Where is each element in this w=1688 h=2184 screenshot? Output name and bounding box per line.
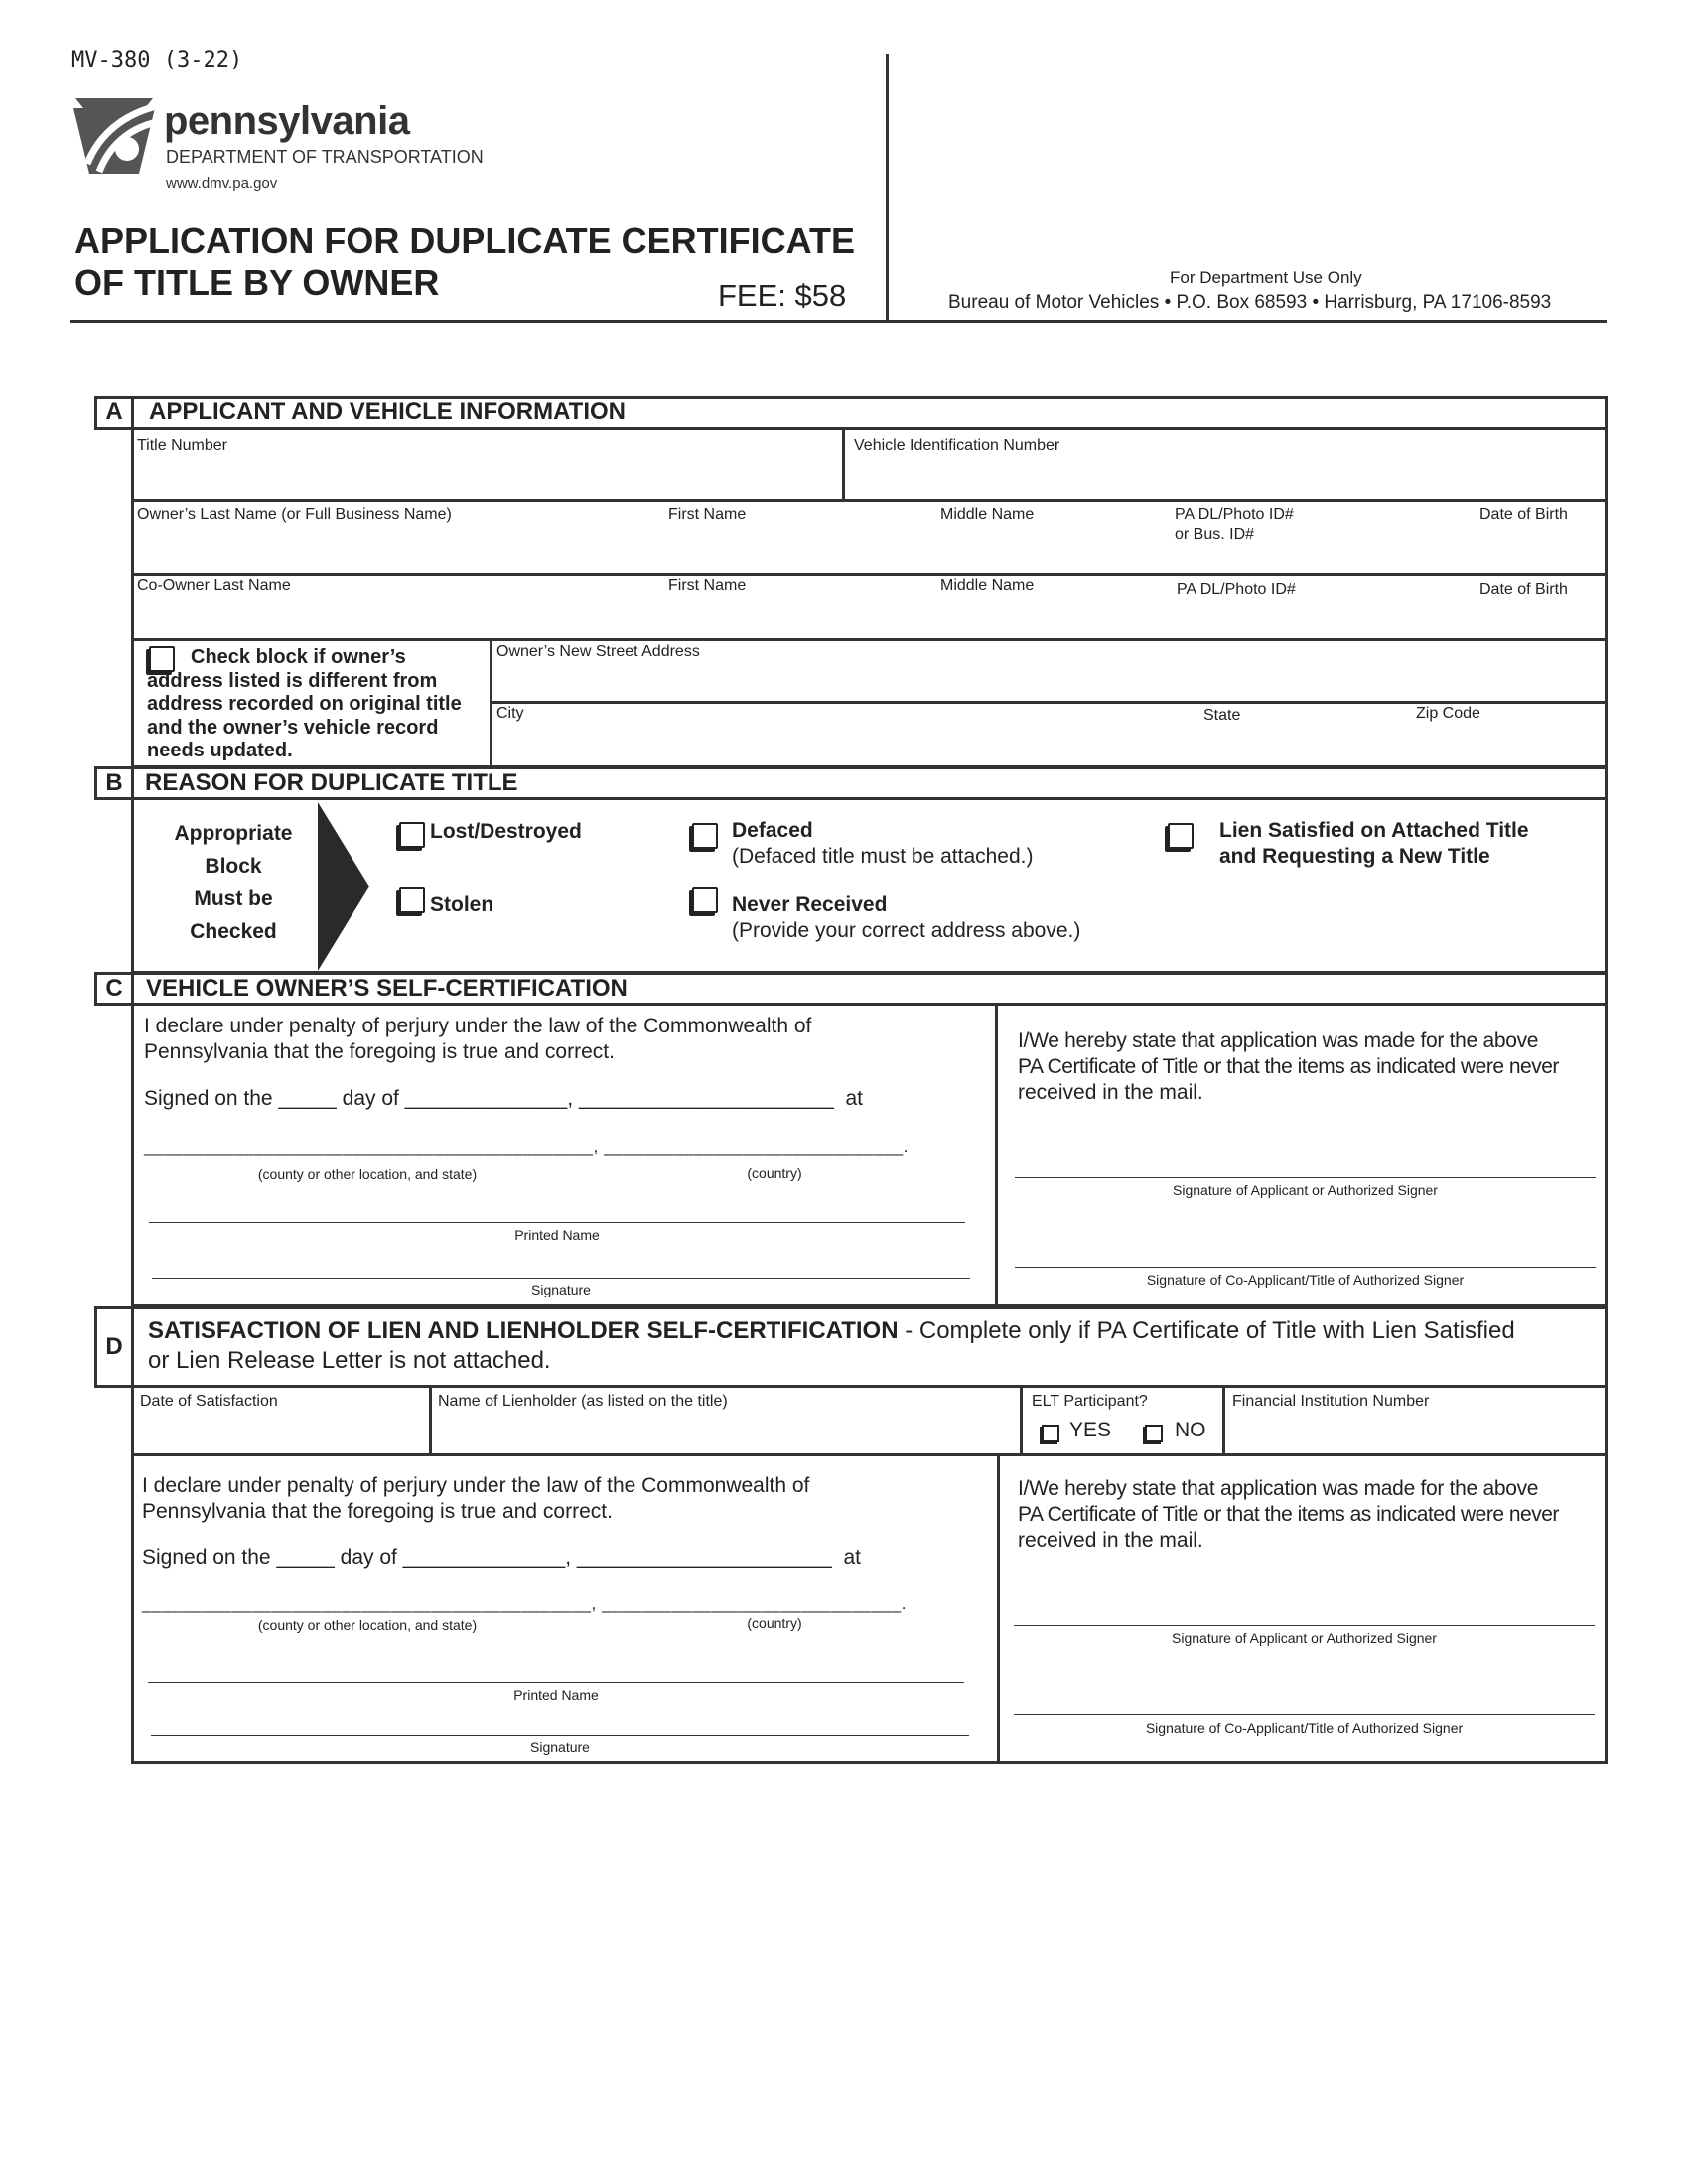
coowner-name-field[interactable] [135, 603, 1603, 636]
instruction-line-2: Block [205, 855, 262, 878]
c-signature-caption: Signature [531, 1282, 591, 1297]
d-applicant-sig-caption: Signature of Applicant or Authorized Signer [1172, 1630, 1437, 1646]
lost-destroyed-label: Lost/Destroyed [430, 820, 582, 843]
form-title-line1: APPLICATION FOR DUPLICATE CERTIFICATE [74, 220, 855, 261]
city-state-zip-field[interactable] [494, 727, 1603, 764]
c-declare-line-2: Pennsylvania that the foregoing is true and correct. [144, 1040, 615, 1063]
c-statement-line-3: received in the mail. [1018, 1081, 1203, 1104]
date-satisfaction-field[interactable] [137, 1415, 423, 1452]
elt-no-checkbox[interactable] [1145, 1425, 1163, 1442]
c-printed-name-line[interactable] [149, 1222, 965, 1223]
d-statement-line-2: PA Certificate of Title or that the items as indicated were never [1018, 1503, 1559, 1526]
coowner-id-label: PA DL/Photo ID# [1177, 581, 1296, 598]
fin-inst-field[interactable] [1229, 1415, 1603, 1452]
owner-name-field[interactable] [135, 536, 1603, 570]
lien-satisfied-label-2: and Requesting a New Title [1219, 845, 1490, 868]
dept-use-only: For Department Use Only [1170, 268, 1362, 287]
section-c-letter: C [105, 975, 123, 1002]
elt-yes-label: YES [1069, 1419, 1112, 1441]
form-number: MV-380 (3-22) [71, 48, 243, 72]
new-street-label: Owner’s New Street Address [496, 643, 700, 660]
dept-address: Bureau of Motor Vehicles • P.O. Box 68593 • Harrisburg, PA 17106-8593 [948, 292, 1552, 313]
d-country-caption: (country) [747, 1615, 802, 1631]
form-title-line2: OF TITLE BY OWNER [74, 262, 440, 303]
d-location-line[interactable]: _____________________________________________, ______________________________. [142, 1594, 908, 1613]
c-coapplicant-sig-line[interactable] [1015, 1267, 1596, 1268]
instruction-line-3: Must be [194, 887, 273, 910]
d-statement-line-1: I/We hereby state that application was made for the above [1018, 1477, 1539, 1500]
section-c-title: VEHICLE OWNER’S SELF-CERTIFICATION [146, 975, 628, 1002]
lienholder-label: Name of Lienholder (as listed on the title) [438, 1393, 728, 1410]
owner-middle-label: Middle Name [940, 506, 1035, 523]
new-street-field[interactable] [494, 665, 1603, 699]
elt-no-label: NO [1175, 1419, 1206, 1441]
never-received-note: (Provide your correct address above.) [732, 919, 1081, 942]
section-d-title-rest: - Complete only if PA Certificate of Title with Lien Satisfied [898, 1317, 1515, 1344]
c-applicant-sig-caption: Signature of Applicant or Authorized Signer [1173, 1182, 1438, 1198]
c-printed-name-caption: Printed Name [514, 1227, 600, 1243]
d-signature-caption: Signature [530, 1739, 590, 1755]
d-signed-on[interactable]: Signed on the _____ day of ______________, ______________________ at [142, 1546, 862, 1569]
d-declare-line-1: I declare under penalty of perjury under the law of the Commonwealth of [142, 1474, 810, 1497]
d-statement-line-3: received in the mail. [1018, 1529, 1203, 1552]
elt-yes-checkbox[interactable] [1042, 1425, 1059, 1442]
d-coapplicant-sig-line[interactable] [1014, 1714, 1595, 1715]
coowner-middle-label: Middle Name [940, 577, 1035, 594]
d-coapplicant-sig-caption: Signature of Co-Applicant/Title of Authorized Signer [1145, 1720, 1464, 1736]
owner-first-label: First Name [668, 506, 747, 523]
d-printed-name-line[interactable] [148, 1682, 964, 1683]
section-a-letter: A [105, 398, 123, 425]
owner-dob-label: Date of Birth [1479, 506, 1568, 523]
header-rule [70, 320, 1607, 323]
section-d-title-line2: or Lien Release Letter is not attached. [148, 1347, 551, 1374]
lienholder-field[interactable] [435, 1415, 1015, 1452]
defaced-label: Defaced [732, 819, 813, 842]
d-declare-line-2: Pennsylvania that the foregoing is true and correct. [142, 1500, 613, 1523]
c-coapplicant-sig-caption: Signature of Co-Applicant/Title of Authorized Signer [1146, 1272, 1465, 1288]
never-received-label: Never Received [732, 893, 888, 916]
c-statement-line-2: PA Certificate of Title or that the items as indicated were never [1018, 1055, 1559, 1078]
coowner-dob-label: Date of Birth [1479, 581, 1568, 598]
penndot-logo [70, 94, 159, 176]
org-state: pennsylvania [164, 99, 410, 143]
c-county-caption: (county or other location, and state) [257, 1166, 478, 1182]
elt-label: ELT Participant? [1032, 1393, 1148, 1410]
vin-field[interactable] [849, 459, 1602, 496]
d-printed-name-caption: Printed Name [513, 1687, 599, 1703]
header-divider [886, 54, 889, 322]
c-signature-line[interactable] [152, 1278, 970, 1279]
coowner-first-label: First Name [668, 577, 747, 594]
owner-last-label: Owner’s Last Name (or Full Business Name) [137, 506, 452, 523]
address-change-text: Check block if owner’s address listed is different from address recorded on original title and the owner’s vehicle record needs updated. [147, 646, 462, 761]
d-applicant-sig-line[interactable] [1014, 1625, 1595, 1626]
c-location-line[interactable]: _____________________________________________, ______________________________. [144, 1137, 910, 1156]
lost-destroyed-checkbox[interactable] [399, 822, 425, 848]
c-country-caption: (country) [747, 1165, 802, 1181]
instruction-line-4: Checked [190, 920, 277, 943]
section-b-letter: B [105, 769, 123, 796]
arrow-icon [318, 802, 369, 976]
org-url: www.dmv.pa.gov [166, 175, 278, 192]
c-declare-line-1: I declare under penalty of perjury under the law of the Commonwealth of [144, 1015, 812, 1037]
defaced-checkbox[interactable] [692, 823, 718, 849]
fee: FEE: $58 [718, 278, 847, 313]
title-number-field[interactable] [135, 459, 836, 496]
section-b-title: REASON FOR DUPLICATE TITLE [145, 769, 518, 796]
c-signed-on[interactable]: Signed on the _____ day of ______________, ______________________ at [144, 1087, 864, 1110]
owner-id-label-2: or Bus. ID# [1175, 526, 1255, 543]
never-received-checkbox[interactable] [692, 887, 718, 913]
section-d-title-bold: SATISFACTION OF LIEN AND LIENHOLDER SELF-CERTIFICATION [148, 1317, 899, 1344]
vin-label: Vehicle Identification Number [854, 437, 1060, 454]
lien-satisfied-label-1: Lien Satisfied on Attached Title [1219, 819, 1529, 842]
section-d-title [148, 1316, 1515, 1346]
d-signature-line[interactable] [151, 1735, 969, 1736]
org-dept: DEPARTMENT OF TRANSPORTATION [166, 147, 484, 167]
instruction-line-1: Appropriate [174, 822, 293, 845]
stolen-checkbox[interactable] [399, 887, 425, 913]
section-a-title: APPLICANT AND VEHICLE INFORMATION [149, 398, 626, 425]
c-statement-line-1: I/We hereby state that application was made for the above [1018, 1029, 1539, 1052]
lien-satisfied-checkbox[interactable] [1168, 823, 1194, 849]
d-county-caption: (county or other location, and state) [257, 1617, 478, 1633]
section-d-letter: D [105, 1333, 123, 1360]
coowner-last-label: Co-Owner Last Name [137, 577, 291, 594]
zip-label: Zip Code [1416, 705, 1480, 722]
defaced-note: (Defaced title must be attached.) [732, 845, 1034, 868]
stolen-label: Stolen [430, 893, 494, 916]
c-applicant-sig-line[interactable] [1015, 1177, 1596, 1178]
state-label: State [1203, 707, 1241, 724]
date-satisfaction-label: Date of Satisfaction [140, 1393, 278, 1410]
keystone-icon [70, 94, 159, 176]
fin-inst-label: Financial Institution Number [1232, 1393, 1430, 1410]
title-number-label: Title Number [137, 437, 227, 454]
city-label: City [496, 705, 524, 722]
owner-id-label-1: PA DL/Photo ID# [1175, 506, 1294, 523]
